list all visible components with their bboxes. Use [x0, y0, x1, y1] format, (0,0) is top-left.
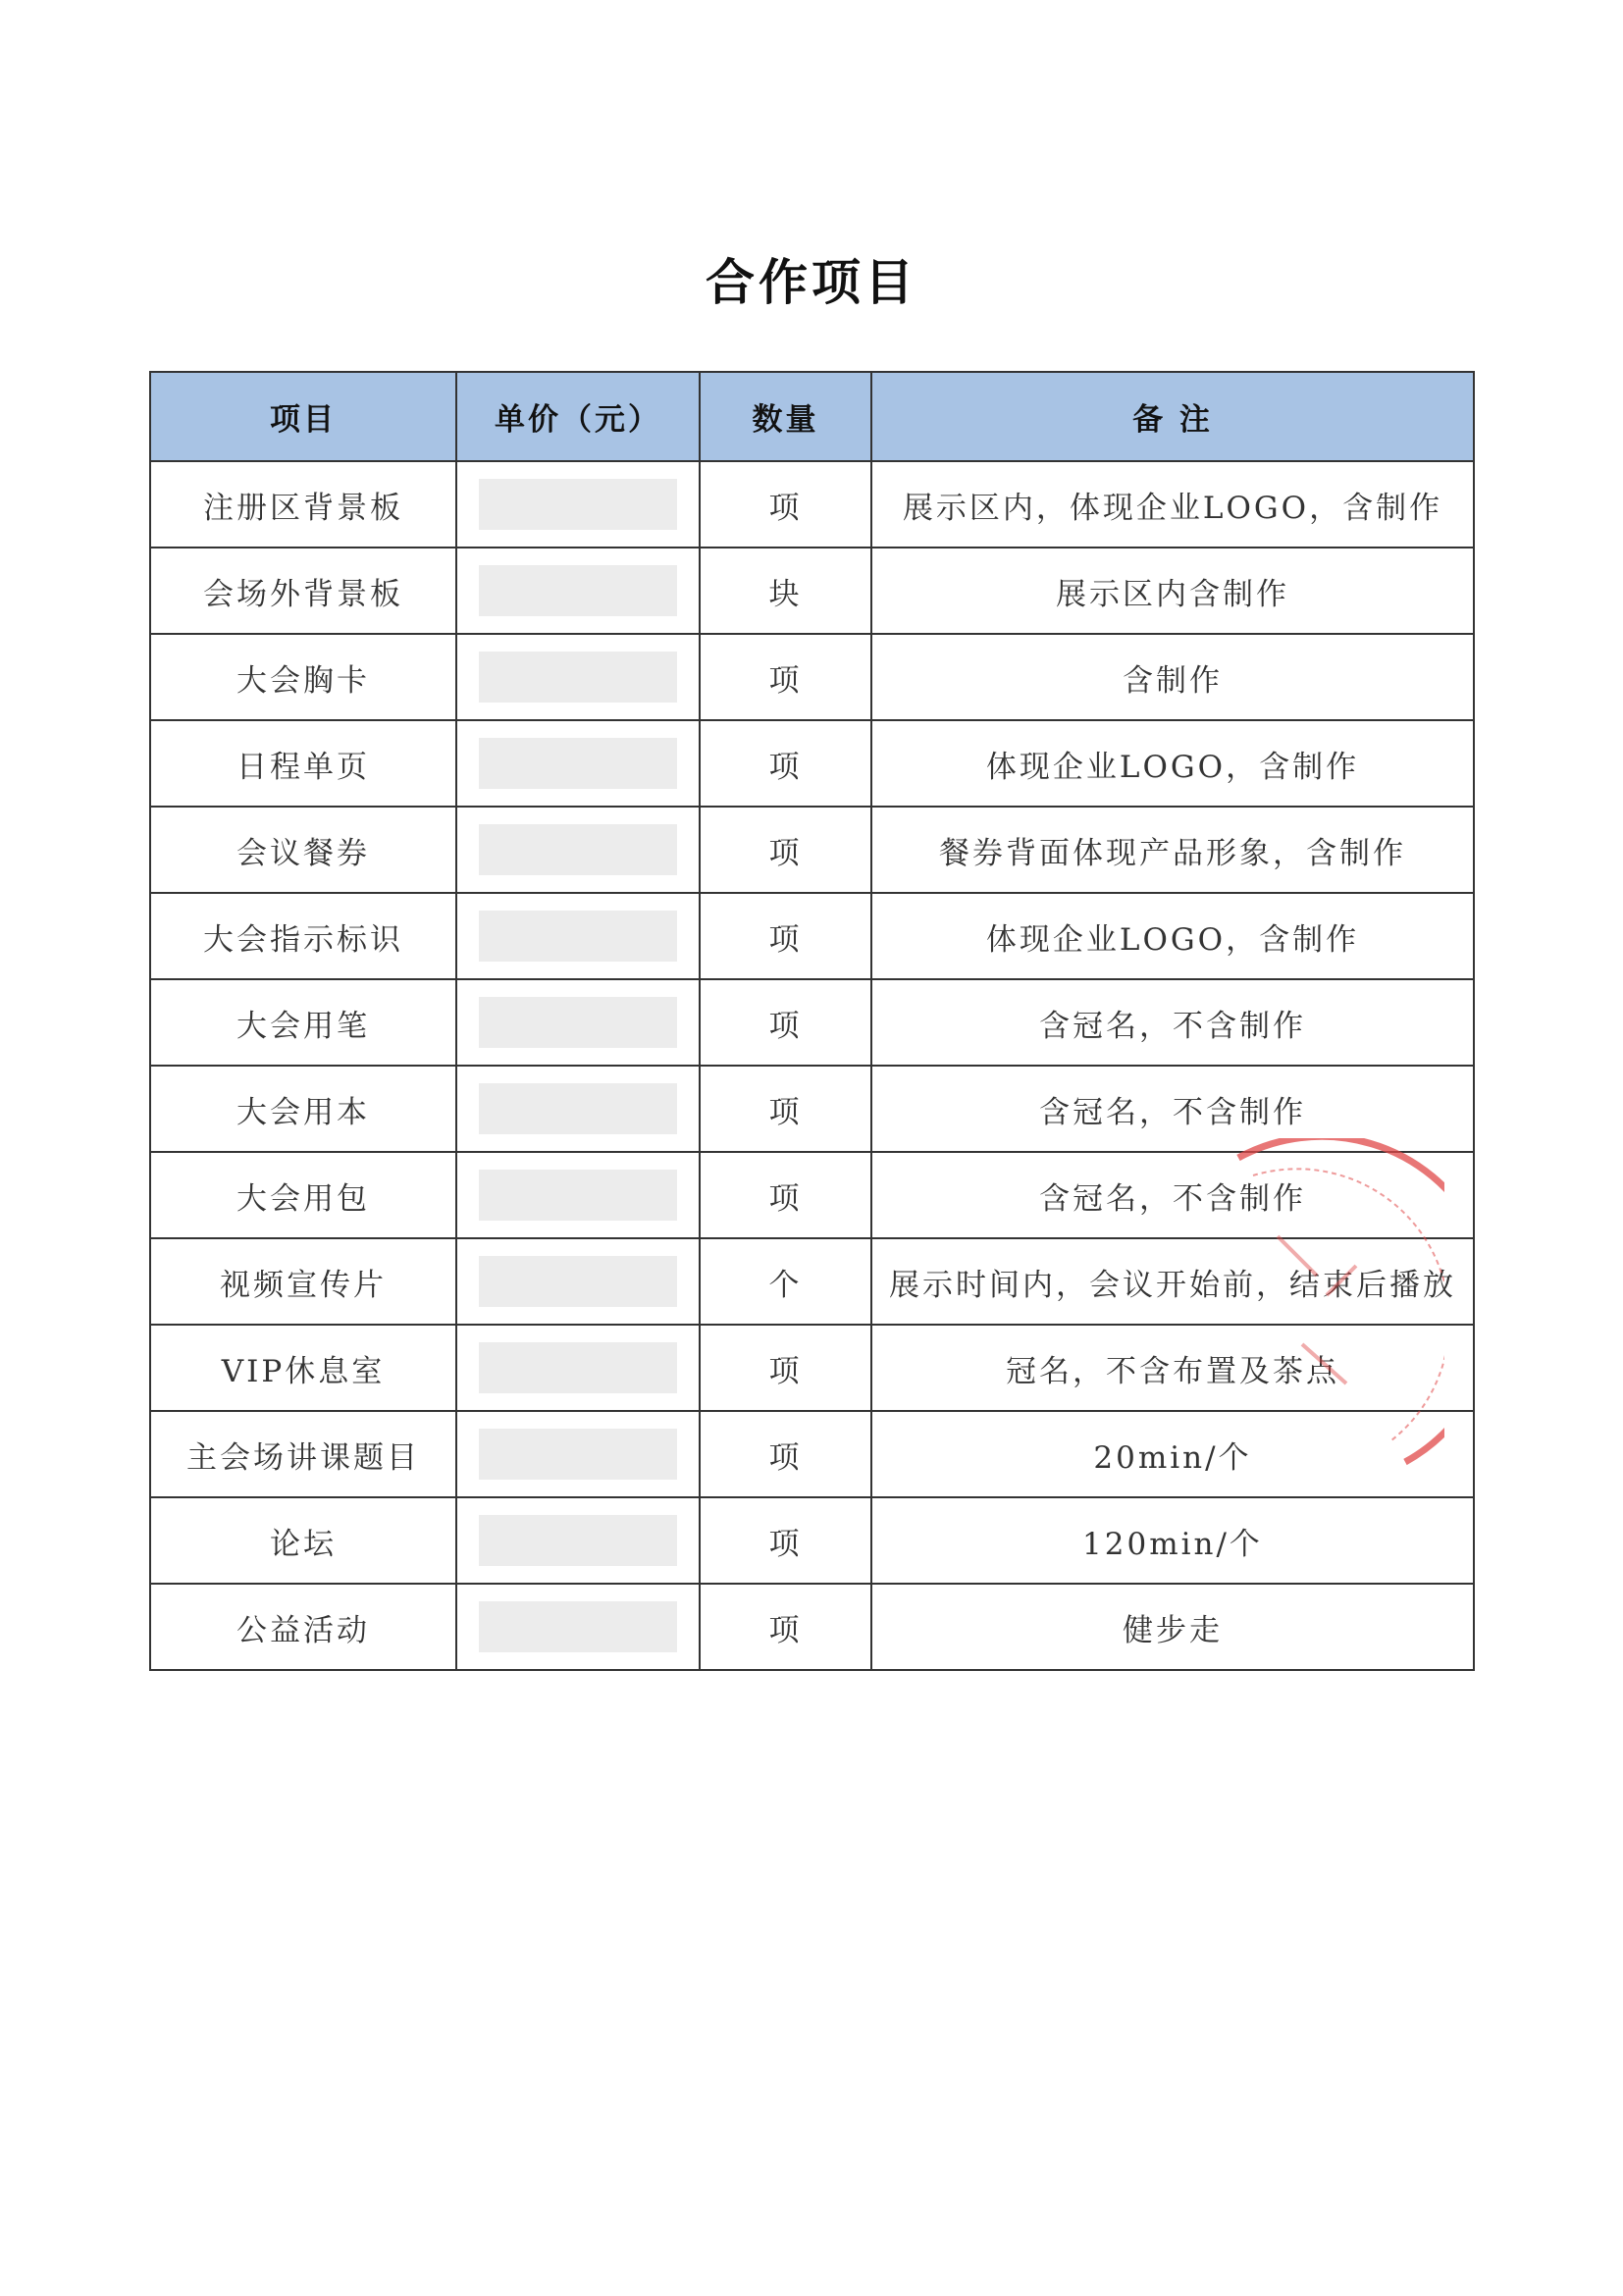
header-quantity: 数量: [700, 372, 871, 461]
quantity-cell: 项: [700, 807, 871, 893]
price-cell: [456, 979, 700, 1066]
price-cell: [456, 1066, 700, 1152]
table-row: [150, 720, 1474, 807]
redacted-price: [479, 997, 677, 1048]
quantity-cell: 项: [700, 634, 871, 720]
quantity-cell: 项: [700, 1584, 871, 1670]
note-cell: 20min/个: [871, 1411, 1474, 1497]
item-cell: 注册区背景板: [150, 461, 456, 548]
redacted-price: [479, 824, 677, 875]
quantity-cell: 项: [700, 1411, 871, 1497]
item-cell: 大会用本: [150, 1066, 456, 1152]
header-price: 单价（元）: [456, 372, 700, 461]
table-row: [150, 893, 1474, 979]
quantity-cell: 个: [700, 1238, 871, 1325]
quantity-cell: 项: [700, 1152, 871, 1238]
table-row: [150, 548, 1474, 634]
item-cell: 视频宣传片: [150, 1238, 456, 1325]
table-header-row: [150, 372, 1474, 461]
price-cell: [456, 1238, 700, 1325]
price-cell: [456, 1497, 700, 1584]
quantity-cell: 项: [700, 1066, 871, 1152]
note-cell: 展示区内含制作: [871, 548, 1474, 634]
table-row: [150, 634, 1474, 720]
item-cell: 会场外背景板: [150, 548, 456, 634]
redacted-price: [479, 1515, 677, 1566]
price-cell: [456, 1152, 700, 1238]
note-cell: 含冠名，不含制作: [871, 1152, 1474, 1238]
item-cell: 会议餐券: [150, 807, 456, 893]
item-cell: 大会指示标识: [150, 893, 456, 979]
item-cell: 主会场讲课题目: [150, 1411, 456, 1497]
note-cell: 含制作: [871, 634, 1474, 720]
redacted-price: [479, 652, 677, 703]
note-cell: 展示区内，体现企业LOGO，含制作: [871, 461, 1474, 548]
table-row: [150, 1411, 1474, 1497]
quantity-cell: 项: [700, 461, 871, 548]
item-cell: 论坛: [150, 1497, 456, 1584]
note-cell: 含冠名，不含制作: [871, 1066, 1474, 1152]
header-item: 项目: [150, 372, 456, 461]
page-title: 合作项目: [706, 254, 917, 311]
note-cell: 120min/个: [871, 1497, 1474, 1584]
redacted-price: [479, 911, 677, 962]
quantity-cell: 项: [700, 720, 871, 807]
table-row: [150, 1497, 1474, 1584]
redacted-price: [479, 738, 677, 789]
price-cell: [456, 720, 700, 807]
redacted-price: [479, 565, 677, 616]
redacted-price: [479, 1256, 677, 1307]
quantity-cell: 项: [700, 979, 871, 1066]
note-cell: 餐券背面体现产品形象，含制作: [871, 807, 1474, 893]
item-cell: 日程单页: [150, 720, 456, 807]
table-row: [150, 979, 1474, 1066]
price-cell: [456, 1411, 700, 1497]
note-cell: 冠名，不含布置及茶点: [871, 1325, 1474, 1411]
table-row: [150, 1152, 1474, 1238]
item-cell: 大会胸卡: [150, 634, 456, 720]
redacted-price: [479, 479, 677, 530]
price-cell: [456, 634, 700, 720]
price-cell: [456, 893, 700, 979]
item-cell: 大会用包: [150, 1152, 456, 1238]
table-row: [150, 1584, 1474, 1670]
item-cell: 公益活动: [150, 1584, 456, 1670]
item-cell: VIP休息室: [150, 1325, 456, 1411]
quantity-cell: 块: [700, 548, 871, 634]
redacted-price: [479, 1342, 677, 1393]
redacted-price: [479, 1170, 677, 1221]
price-cell: [456, 1325, 700, 1411]
redacted-price: [479, 1601, 677, 1652]
header-note: 备 注: [871, 372, 1474, 461]
redacted-price: [479, 1429, 677, 1480]
price-cell: [456, 807, 700, 893]
table-row: [150, 461, 1474, 548]
note-cell: 展示时间内，会议开始前，结束后播放: [871, 1238, 1474, 1325]
quantity-cell: 项: [700, 893, 871, 979]
quantity-cell: 项: [700, 1325, 871, 1411]
table-row: [150, 807, 1474, 893]
note-cell: 体现企业LOGO，含制作: [871, 720, 1474, 807]
price-cell: [456, 548, 700, 634]
table-row: [150, 1238, 1474, 1325]
redacted-price: [479, 1083, 677, 1134]
quantity-cell: 项: [700, 1497, 871, 1584]
note-cell: 体现企业LOGO，含制作: [871, 893, 1474, 979]
note-cell: 健步走: [871, 1584, 1474, 1670]
price-cell: [456, 1584, 700, 1670]
price-cell: [456, 461, 700, 548]
table-row: [150, 1066, 1474, 1152]
note-cell: 含冠名，不含制作: [871, 979, 1474, 1066]
cooperation-table: [149, 371, 1475, 1671]
table-row: [150, 1325, 1474, 1411]
item-cell: 大会用笔: [150, 979, 456, 1066]
